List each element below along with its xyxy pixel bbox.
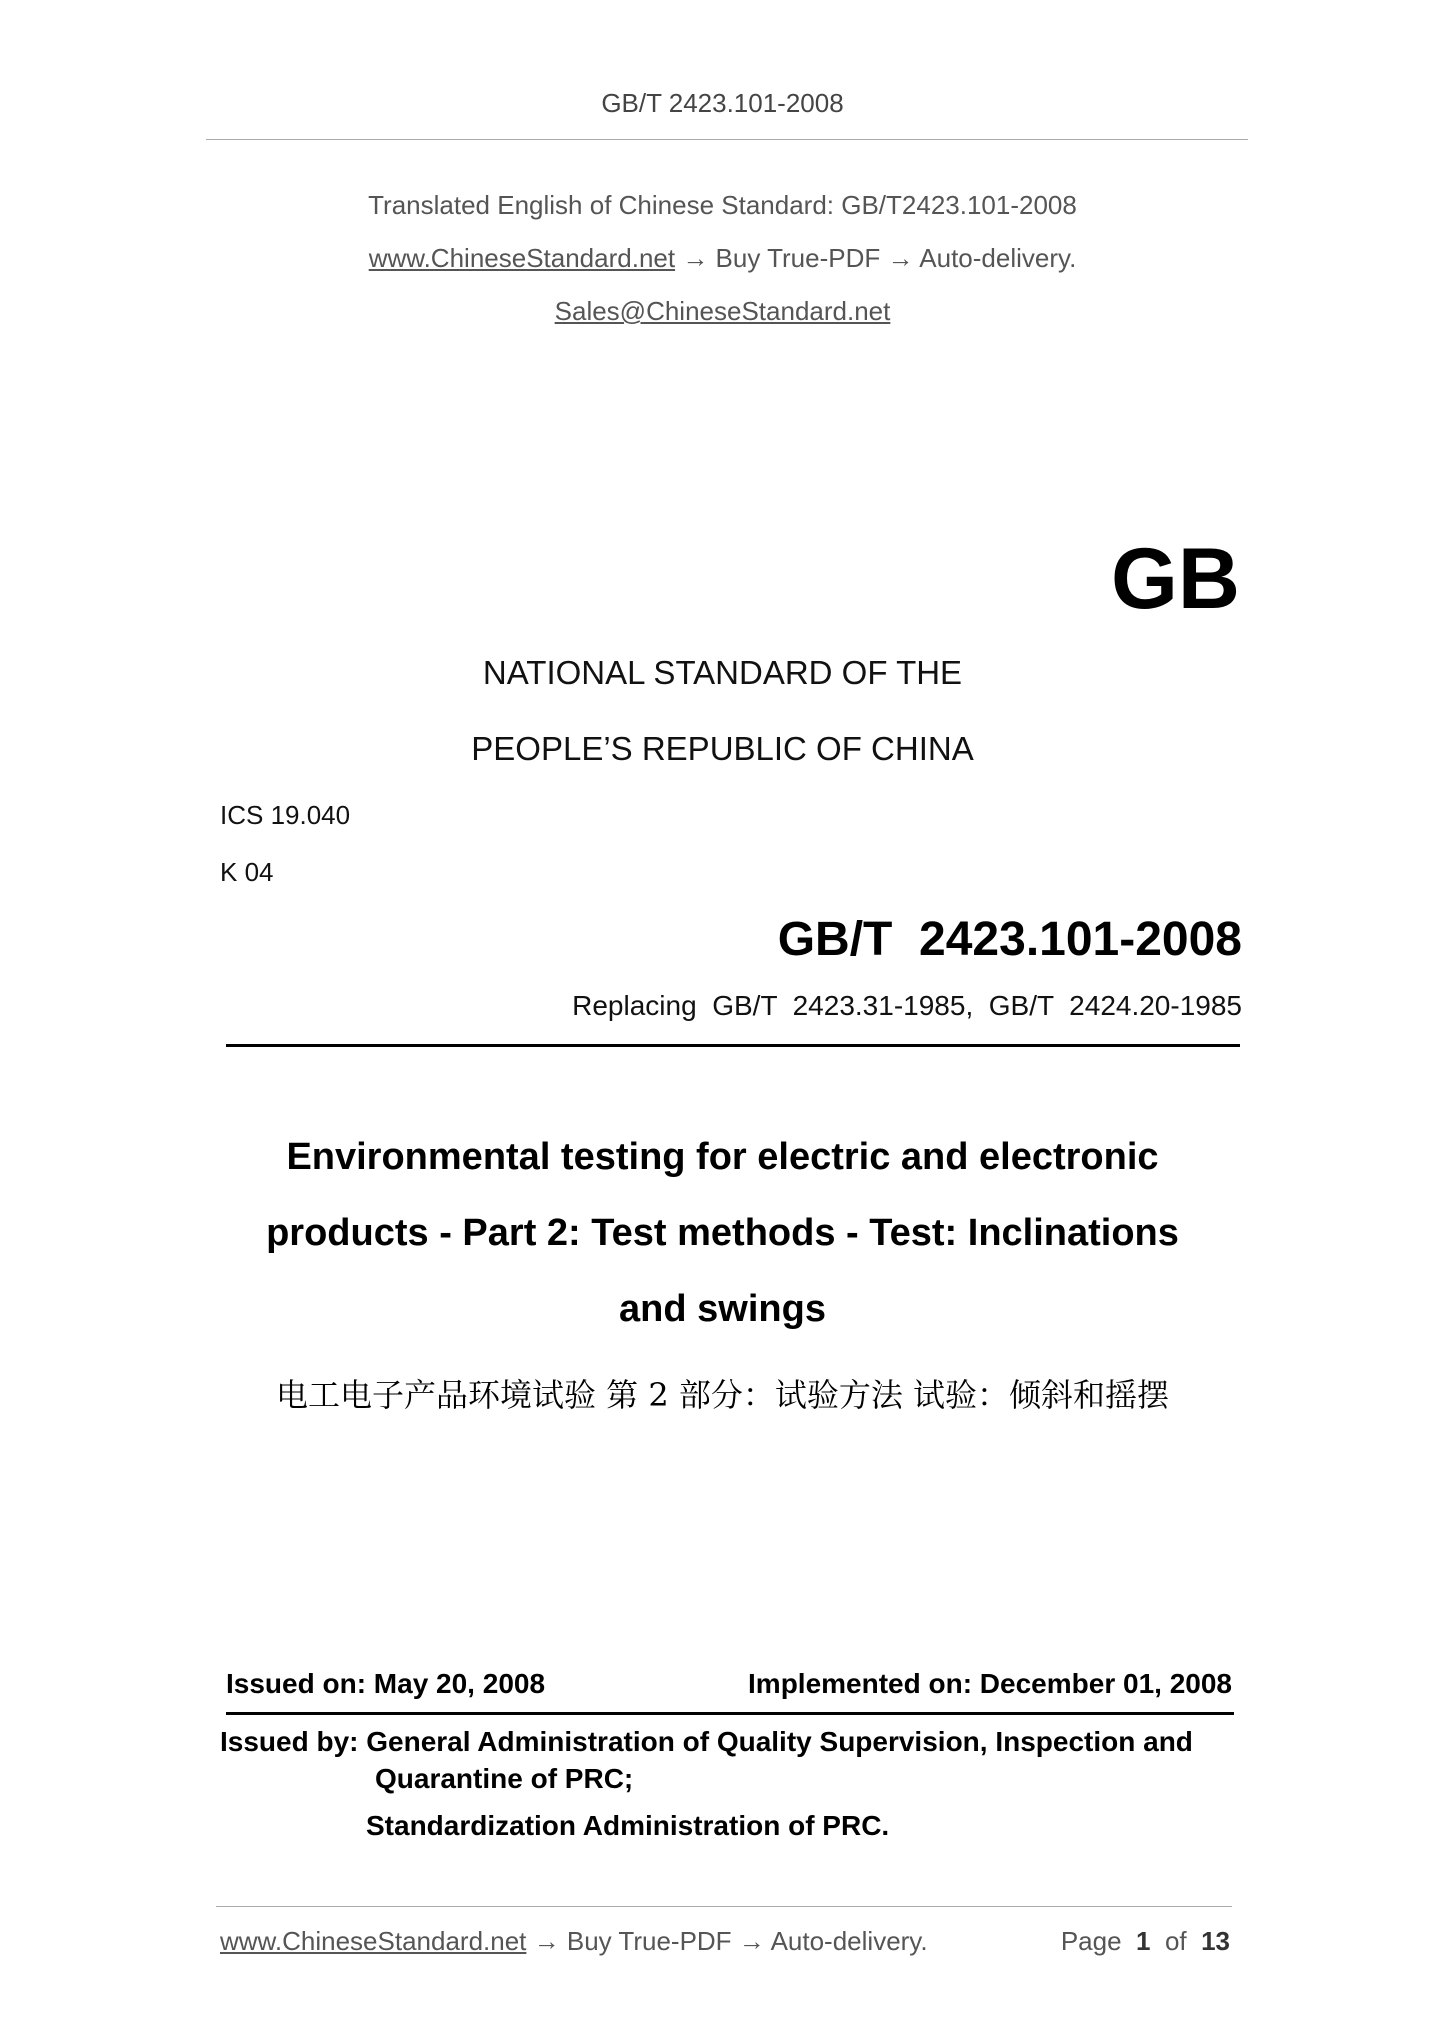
- class-code: K 04: [220, 857, 274, 887]
- standard-number: GB/T 2423.101-2008: [777, 913, 1242, 966]
- replacing-line: Replacing GB/T 2423.31-1985, GB/T 2424.20-1985: [572, 990, 1242, 1021]
- implemented-on: Implemented on: December 01, 2008: [748, 1668, 1232, 1699]
- title-line1: Environmental testing for electric and electronic: [286, 1136, 1159, 1178]
- page-indicator: [1061, 1926, 1230, 1957]
- footer-divider: [216, 1906, 1232, 1907]
- national-standard-line2: PEOPLE’S REPUBLIC OF CHINA: [471, 730, 974, 767]
- page-header-code: GB/T 2423.101-2008: [601, 88, 844, 118]
- email-line: [0, 296, 1445, 327]
- issued-by-line2: Quarantine of PRC;: [375, 1763, 634, 1794]
- page-total: 13: [1201, 1926, 1230, 1956]
- buy-text: → Buy True-PDF → Auto-delivery.: [675, 243, 1077, 273]
- site-link[interactable]: www.ChineseStandard.net: [368, 243, 676, 273]
- page-label: Page: [1060, 1926, 1122, 1956]
- dates-divider: [226, 1712, 1234, 1715]
- ics-code: ICS 19.040: [220, 800, 351, 830]
- email-link[interactable]: Sales@ChineseStandard.net: [554, 296, 891, 326]
- gb-mark: GB: [1111, 531, 1240, 627]
- issued-by-line3: Standardization Administration of PRC.: [366, 1810, 890, 1841]
- title-line2: products - Part 2: Test methods - Test: Inclinations: [266, 1212, 1179, 1254]
- title-line3: and swings: [619, 1288, 826, 1330]
- issued-by-line1: Issued by: General Administration of Quality Supervision, Inspection and: [220, 1726, 1193, 1757]
- translated-line: Translated English of Chinese Standard: GB/T2423.101-2008: [368, 190, 1077, 220]
- header-divider: [206, 139, 1248, 140]
- title-chinese: 电工电子产品环境试验 第 2 部分：试验方法 试验：倾斜和摇摆: [275, 1376, 1170, 1414]
- footer-promo: [220, 1926, 928, 1957]
- of-label: of: [1164, 1926, 1187, 1956]
- issued-on: Issued on: May 20, 2008: [226, 1668, 546, 1699]
- number-divider: [226, 1044, 1240, 1047]
- page-number: 1: [1136, 1926, 1151, 1956]
- footer-site-link[interactable]: www.ChineseStandard.net: [220, 1926, 527, 1956]
- national-standard-line1: NATIONAL STANDARD OF THE: [482, 654, 963, 691]
- promo-buy-line: [0, 243, 1445, 274]
- footer-buy-text: → Buy True-PDF → Auto-delivery.: [526, 1926, 928, 1956]
